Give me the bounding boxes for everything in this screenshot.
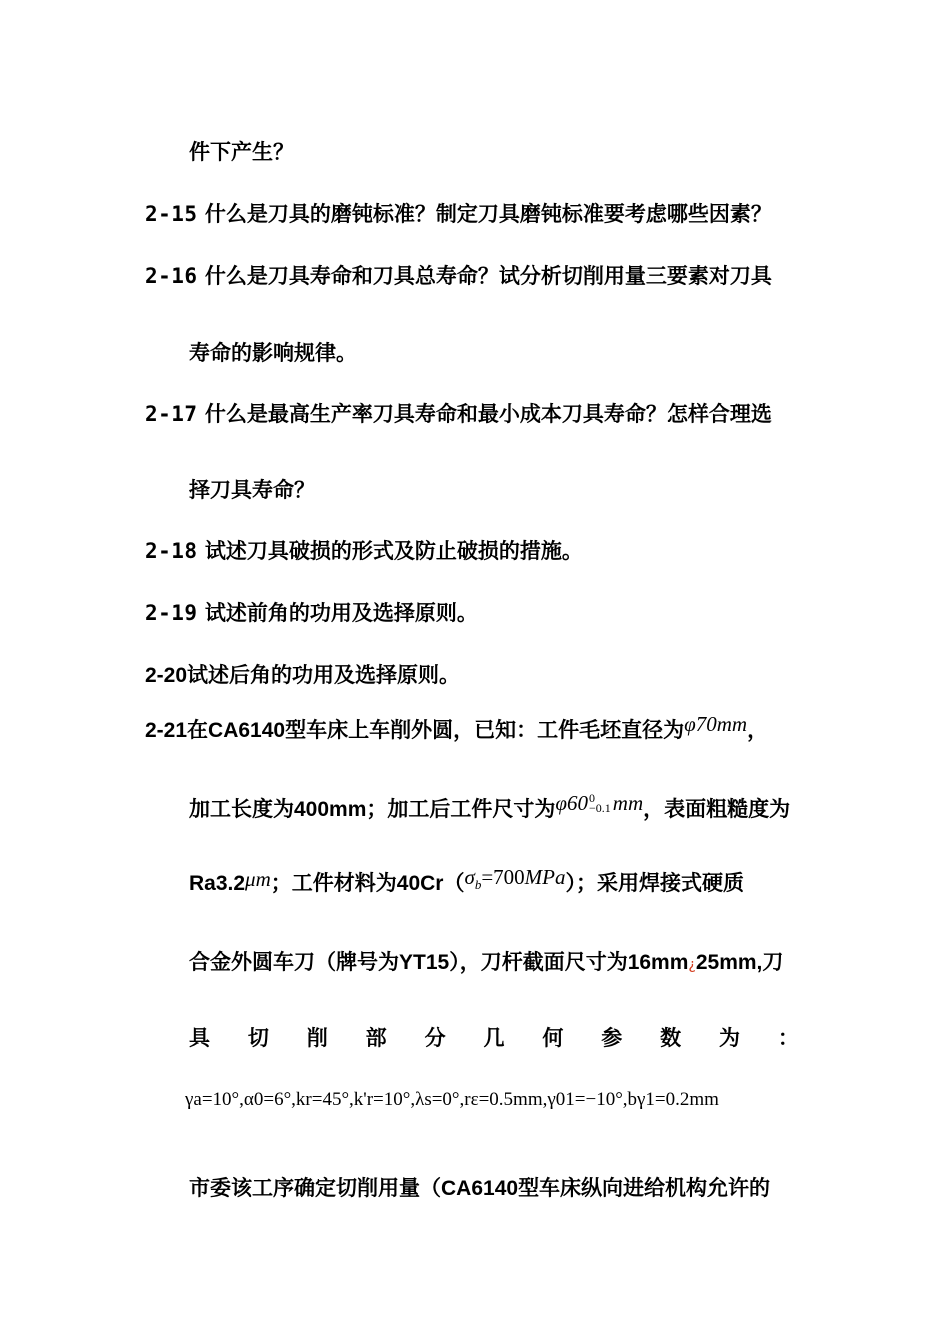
question-2-16-continuation: 寿命的影响规律。 xyxy=(189,341,357,365)
text-segment: ；工件材料为 xyxy=(270,871,397,895)
section-height: 25mm, xyxy=(695,951,763,974)
question-2-21-line-2 xyxy=(189,791,791,824)
material-code: 40Cr xyxy=(396,872,444,895)
spread-char: 数 xyxy=(660,1026,682,1050)
question-number: 2-18 xyxy=(145,539,198,563)
question-2-19 xyxy=(145,599,478,627)
formula-strength: $\sigma_b=700MPa$ xyxy=(464,865,566,893)
question-number: 2-21 xyxy=(145,719,188,742)
spread-char: 几 xyxy=(483,1026,505,1050)
tool-geometry-parameters: γa=10°,α0=6°,kr=45°,k'r=10°,λs=0°,rε=0.5mm,γ01=−10°,bγ1=0.2mm xyxy=(185,1089,719,1110)
question-2-17-continuation: 择刀具寿命？ xyxy=(189,478,315,502)
question-text: 什么是刀具的磨钝标准？制定刀具磨钝标准要考虑哪些因素？ xyxy=(204,202,772,226)
text-segment: 在 xyxy=(187,718,209,742)
spread-char: 部 xyxy=(365,1026,387,1050)
question-number: 2-16 xyxy=(145,264,198,288)
question-2-20 xyxy=(145,661,460,690)
section-width: 16mm xyxy=(627,951,689,974)
grade-code: YT15 xyxy=(399,951,450,974)
question-2-21-line-6 xyxy=(189,1174,770,1203)
question-number: 2-19 xyxy=(145,601,198,625)
question-text: 什么是刀具寿命和刀具总寿命？试分析切削用量三要素对刀具 xyxy=(204,264,772,288)
question-text: 试述前角的功用及选择原则。 xyxy=(204,601,478,625)
question-number: 2-15 xyxy=(145,202,198,226)
formula-micron: μm xyxy=(245,867,271,891)
text-segment: （ xyxy=(443,871,465,895)
spread-char: ： xyxy=(777,1026,799,1050)
text-segment: 型车床上车削外圆，已知：工件毛坯直径为 xyxy=(285,718,685,742)
spread-char: 参 xyxy=(601,1026,623,1050)
question-2-21-line-4 xyxy=(189,948,783,979)
spread-char: 切 xyxy=(247,1026,269,1050)
model-code: CA6140 xyxy=(441,1177,519,1200)
text-segment: 加工长度为 xyxy=(189,797,294,821)
question-2-15 xyxy=(145,200,772,228)
formula-diameter: φ70mm xyxy=(684,712,748,736)
spread-char: 何 xyxy=(542,1026,564,1050)
text-segment: 合金外圆车刀（牌号为 xyxy=(189,950,399,974)
text-segment: ；加工后工件尺寸为 xyxy=(366,797,556,821)
question-number: 2-17 xyxy=(145,402,198,426)
garbled-symbol: ¿ xyxy=(688,957,696,973)
question-2-21-line-5 xyxy=(189,1024,799,1052)
length-value: 400mm xyxy=(294,798,367,821)
spread-char: 具 xyxy=(189,1026,210,1050)
question-text: 什么是最高生产率刀具寿命和最小成本刀具寿命？怎样合理选 xyxy=(204,402,772,426)
text-segment: 市委该工序确定切削用量（ xyxy=(189,1176,441,1200)
question-number: 2-20 xyxy=(145,664,188,687)
question-text: 试述后角的功用及选择原则。 xyxy=(187,663,461,687)
question-2-18 xyxy=(145,537,583,565)
line-continuation-1: 件下产生？ xyxy=(189,140,294,164)
question-2-16 xyxy=(145,262,772,290)
question-2-21-line-3 xyxy=(189,865,744,898)
roughness-value: Ra3.2 xyxy=(189,872,246,895)
text-segment: 型车床纵向进给机构允许的 xyxy=(518,1176,771,1200)
text-segment: ， xyxy=(747,718,769,742)
question-text: 试述刀具破损的形式及防止破损的措施。 xyxy=(204,539,583,563)
question-2-21 xyxy=(145,712,769,745)
spread-char: 削 xyxy=(306,1026,328,1050)
text-segment: 刀 xyxy=(762,950,784,974)
formula-tolerance: φ60 0 −0.1 mm xyxy=(555,791,644,815)
model-code: CA6140 xyxy=(208,719,286,742)
question-2-17 xyxy=(145,400,772,428)
text-segment: ）；采用焊接式硬质 xyxy=(565,871,744,895)
spread-char: 分 xyxy=(424,1026,446,1050)
text-segment: ，表面粗糙度为 xyxy=(643,797,791,821)
text-segment: ），刀杆截面尺寸为 xyxy=(449,950,628,974)
spread-char: 为 xyxy=(719,1026,741,1050)
